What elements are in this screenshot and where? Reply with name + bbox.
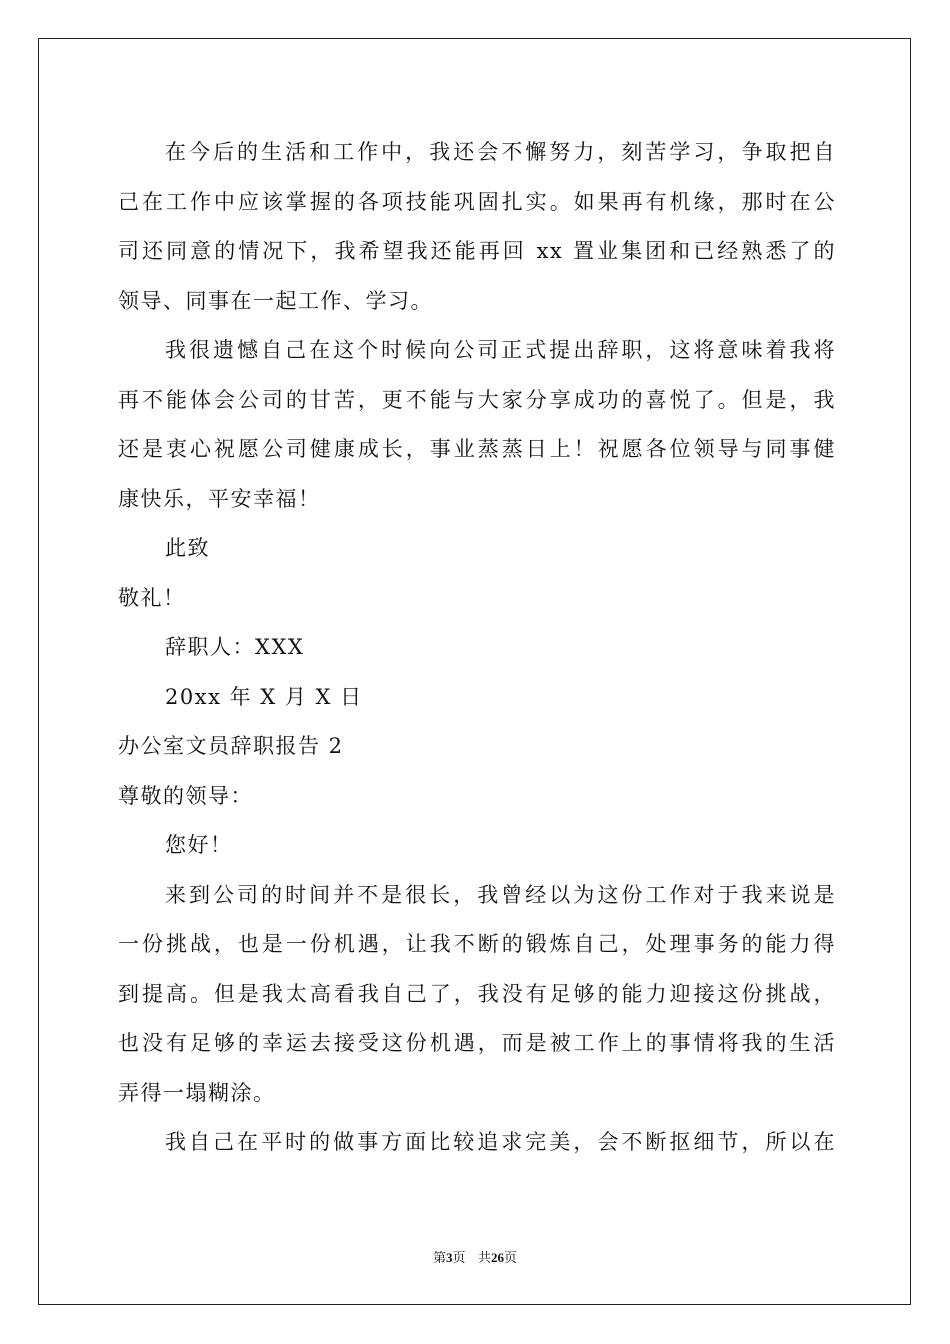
total-suffix: 页: [503, 1251, 517, 1266]
text-line: 康快乐，平安幸福！: [118, 486, 321, 511]
text-line: 也没有足够的幸运去接受这份机遇，而是被工作上的事情将我的生活: [118, 1031, 836, 1055]
closing-regards: 敬礼！: [118, 585, 186, 610]
text-line: 再不能体会公司的甘苦，更不能与大家分享成功的喜悦了。但是，我: [118, 387, 836, 412]
page-suffix: 页: [452, 1251, 466, 1266]
total-prefix: 共: [477, 1251, 491, 1266]
greeting: 您好！: [165, 833, 233, 857]
text-line: 己在工作中应该掌握的各项技能巩固扎实。如果再有机缘，那时在公: [118, 189, 836, 214]
text-line: 到提高。但是我太高看我自己了，我没有足够的能力迎接这份挑战，: [118, 981, 836, 1006]
signature-date: 20xx 年 X 月 X 日: [165, 684, 363, 709]
text-line: 来到公司的时间并不是很长，我曾经以为这份工作对于我来说是: [165, 882, 836, 907]
text-line: 弄得一塌糊涂。: [118, 1080, 276, 1105]
text-line: 还是衷心祝愿公司健康成长，事业蒸蒸日上！祝愿各位领导与同事健: [118, 437, 836, 461]
text-line: 一份挑战，也是一份机遇，让我不断的锻炼自己，处理事务的能力得: [118, 932, 836, 956]
page-prefix: 第: [433, 1251, 447, 1266]
page-number: 3: [446, 1250, 453, 1265]
closing-salutation: 此致: [165, 536, 210, 560]
total-pages: 26: [490, 1250, 504, 1265]
text-line: 司还同意的情况下，我希望我还能再回 xx 置业集团和已经熟悉了的: [118, 239, 836, 263]
signature-name: 辞职人：XXX: [165, 635, 305, 659]
letter-salutation: 尊敬的领导：: [118, 783, 253, 808]
text-line: 我很遗憾自己在这个时候向公司正式提出辞职，这将意味着我将: [165, 338, 836, 362]
section-title: 办公室文员辞职报告 2: [118, 734, 344, 758]
text-line: 我自己在平时的做事方面比较追求完美，会不断抠细节，所以在: [165, 1130, 836, 1154]
text-line: 领导、同事在一起工作、学习。: [118, 288, 433, 313]
text-line: 在今后的生活和工作中，我还会不懈努力，刻苦学习，争取把自: [165, 140, 836, 164]
page-footer: [0, 1247, 950, 1266]
document-body: [118, 128, 836, 1168]
